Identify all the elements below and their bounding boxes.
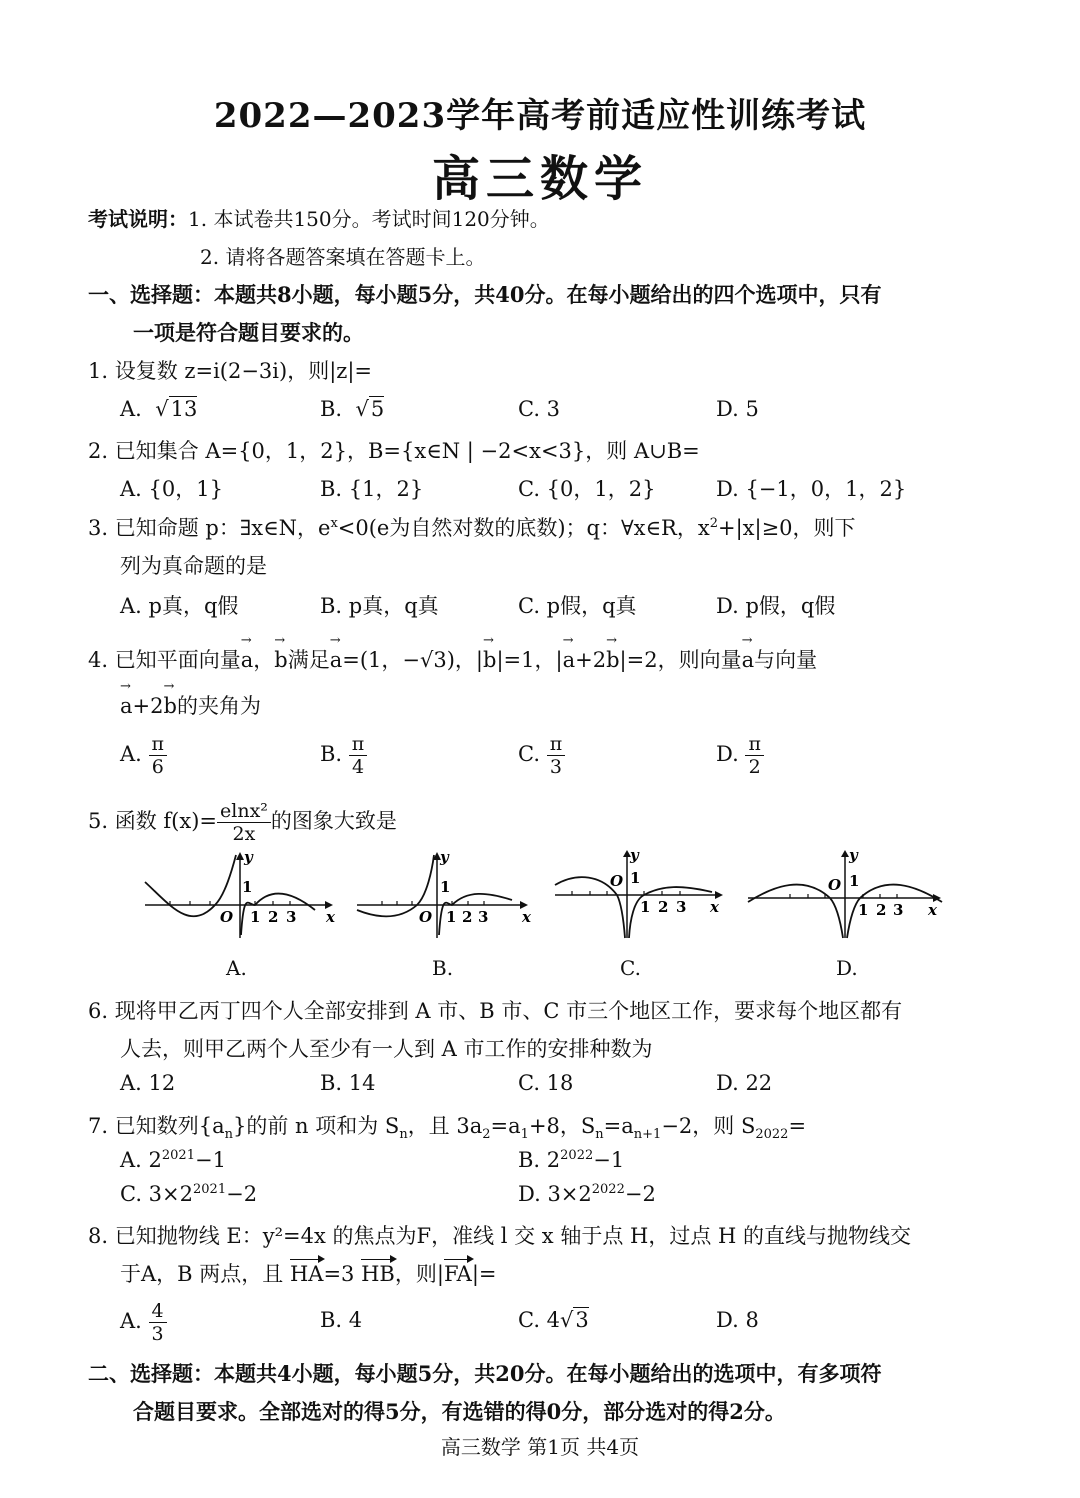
q7-option-a: A. $2^{2021}-1$ — [120, 1148, 226, 1172]
q2-option-a: A. {0，1} — [120, 477, 223, 501]
svg-text:O: O — [610, 872, 624, 890]
question-2: 2. 已知集合 A={0，1，2}，B={x∈N | −2<x<3}，则 A∪B= — [88, 439, 700, 463]
svg-text:y: y — [630, 850, 639, 864]
question-3-cont: 列为真命题的是 — [120, 554, 267, 578]
svg-text:1: 1 — [630, 869, 641, 887]
svg-text:x: x — [710, 898, 719, 916]
svg-text:3: 3 — [676, 898, 687, 916]
q6-option-d: D. 22 — [716, 1071, 773, 1095]
q3-option-b: B. p真，q真 — [320, 594, 439, 618]
q1-option-a: A. √13 — [120, 397, 198, 421]
question-6-cont: 人去，则甲乙两个人至少有一人到 A 市工作的安排种数为 — [120, 1037, 653, 1061]
graph-d-label: D. — [836, 956, 858, 980]
q2-option-b: B. {1，2} — [320, 477, 424, 501]
q4-option-a: A. $\frac{\pi}{6}$ — [120, 733, 167, 778]
q8-option-a: A. $\frac{4}{3}$ — [120, 1300, 167, 1345]
q1-option-d: D. 5 — [716, 397, 759, 421]
svg-text:1: 1 — [250, 908, 261, 926]
graph-a-label: A. — [226, 956, 247, 980]
exam-title: 2022—2023学年高考前适应性训练考试 — [213, 96, 867, 136]
section2-heading-cont: 合题目要求。全部选对的得5分，有选错的得0分，部分选对的得2分。 — [133, 1399, 786, 1424]
section1-heading: 一、选择题：本题共8小题，每小题5分，共40分。在每小题给出的四个选项中，只有 — [88, 282, 882, 307]
question-4-cont: → a+2→ b的夹角为 — [120, 690, 261, 720]
section1-heading-cont: 一项是符合题目要求的。 — [133, 320, 364, 345]
svg-text:1: 1 — [640, 898, 651, 916]
svg-text:x: x — [522, 908, 531, 926]
graph-a — [140, 850, 340, 940]
q4-option-d: D. $\frac{\pi}{2}$ — [716, 733, 764, 778]
svg-text:O: O — [419, 908, 433, 926]
question-8: 8. 已知抛物线 E：y²=4x 的焦点为F，准线 l 交 x 轴于点 H，过点 H 的直线与抛物线交 — [88, 1224, 911, 1248]
q3-option-c: C. p假，q真 — [518, 594, 637, 618]
q7-option-c: C. $3\times 2^{2021}-2$ — [120, 1182, 258, 1206]
q8-option-d: D. 8 — [716, 1308, 759, 1332]
svg-text:3: 3 — [286, 908, 297, 926]
svg-text:1: 1 — [849, 872, 860, 890]
question-4: 4. 已知平面向量→ a，→ b满足→ a=(1，−√3)，|→ b|=1，|→ a+2→ b|=2，则向量→ a与向量 — [88, 644, 817, 674]
graph-c-label: C. — [620, 956, 641, 980]
svg-text:3: 3 — [893, 901, 904, 919]
svg-text:2: 2 — [268, 908, 279, 926]
svg-text:O: O — [828, 876, 842, 894]
q2-option-d: D. {−1，0，1，2} — [716, 477, 907, 501]
svg-text:x: x — [928, 901, 937, 919]
graph-d — [745, 850, 945, 940]
section2-heading: 二、选择题：本题共4小题，每小题5分，共20分。在每小题给出的选项中，有多项符 — [88, 1361, 882, 1386]
graph-b — [352, 850, 552, 940]
question-5: 5. 函数 f(x)= $\frac{\text{elnx²}}{2x}$ 的图象大致是 — [88, 800, 397, 845]
q2-option-c: C. {0，1，2} — [518, 477, 656, 501]
q4-option-b: B. $\frac{\pi}{4}$ — [320, 733, 367, 778]
instructions-label: 考试说明： — [88, 207, 188, 231]
question-7: 7. 已知数列$\{a_n\}$的前 n 项和为 $S_n$，且 $3a_2=a_1+8$，$S_n=a_{n+1}-2$，则 $S_{2022}=$ — [88, 1114, 807, 1143]
question-3: 3. 已知命题 p：∃x∈N，$e^x<0(e$为自然对数的底数)；q：∀x∈R，$x^2+|x|\ge 0$，则下 — [88, 516, 856, 540]
q1-option-b: B. √5 — [320, 397, 385, 421]
svg-text:1: 1 — [242, 878, 253, 896]
svg-text:x: x — [326, 908, 335, 926]
svg-text:y: y — [244, 850, 253, 866]
question-8-cont: 于A，B 两点，且 HA=3 HB，则|FA|= — [120, 1262, 497, 1286]
instructions-line1: 考试说明：1. 本试卷共150分。考试时间120分钟。 — [88, 207, 550, 231]
q6-option-b: B. 14 — [320, 1071, 376, 1095]
q7-option-b: B. $2^{2022}-1$ — [518, 1148, 625, 1172]
q1-option-c: C. 3 — [518, 397, 561, 421]
page-footer: 高三数学 第1页 共4页 — [440, 1435, 640, 1459]
svg-text:2: 2 — [462, 908, 473, 926]
q4-option-c: C. $\frac{\pi}{3}$ — [518, 733, 565, 778]
instructions-line2: 2. 请将各题答案填在答题卡上。 — [200, 245, 486, 269]
q8-option-b: B. 4 — [320, 1308, 363, 1332]
q6-option-c: C. 18 — [518, 1071, 574, 1095]
svg-text:1: 1 — [858, 901, 869, 919]
q6-option-a: A. 12 — [120, 1071, 176, 1095]
svg-text:O: O — [220, 908, 234, 926]
svg-text:2: 2 — [658, 898, 669, 916]
svg-text:3: 3 — [478, 908, 489, 926]
svg-text:1: 1 — [446, 908, 457, 926]
q3-option-a: A. p真，q假 — [120, 594, 239, 618]
svg-text:y: y — [849, 850, 858, 864]
q3-option-d: D. p假，q假 — [716, 594, 836, 618]
graph-b-label: B. — [432, 956, 454, 980]
svg-text:1: 1 — [440, 878, 451, 896]
svg-text:2: 2 — [876, 901, 887, 919]
subject-title: 高三数学 — [431, 151, 648, 207]
svg-text:y: y — [440, 850, 449, 866]
q8-option-c: C. 4√3 — [518, 1308, 589, 1332]
question-1: 1. 设复数 z=i(2−3i)，则|z|= — [88, 359, 373, 383]
question-6: 6. 现将甲乙丙丁四个人全部安排到 A 市、B 市、C 市三个地区工作，要求每个地区都有 — [88, 999, 903, 1023]
q7-option-d: D. $3\times 2^{2022}-2$ — [518, 1182, 656, 1206]
graph-c — [552, 850, 752, 940]
